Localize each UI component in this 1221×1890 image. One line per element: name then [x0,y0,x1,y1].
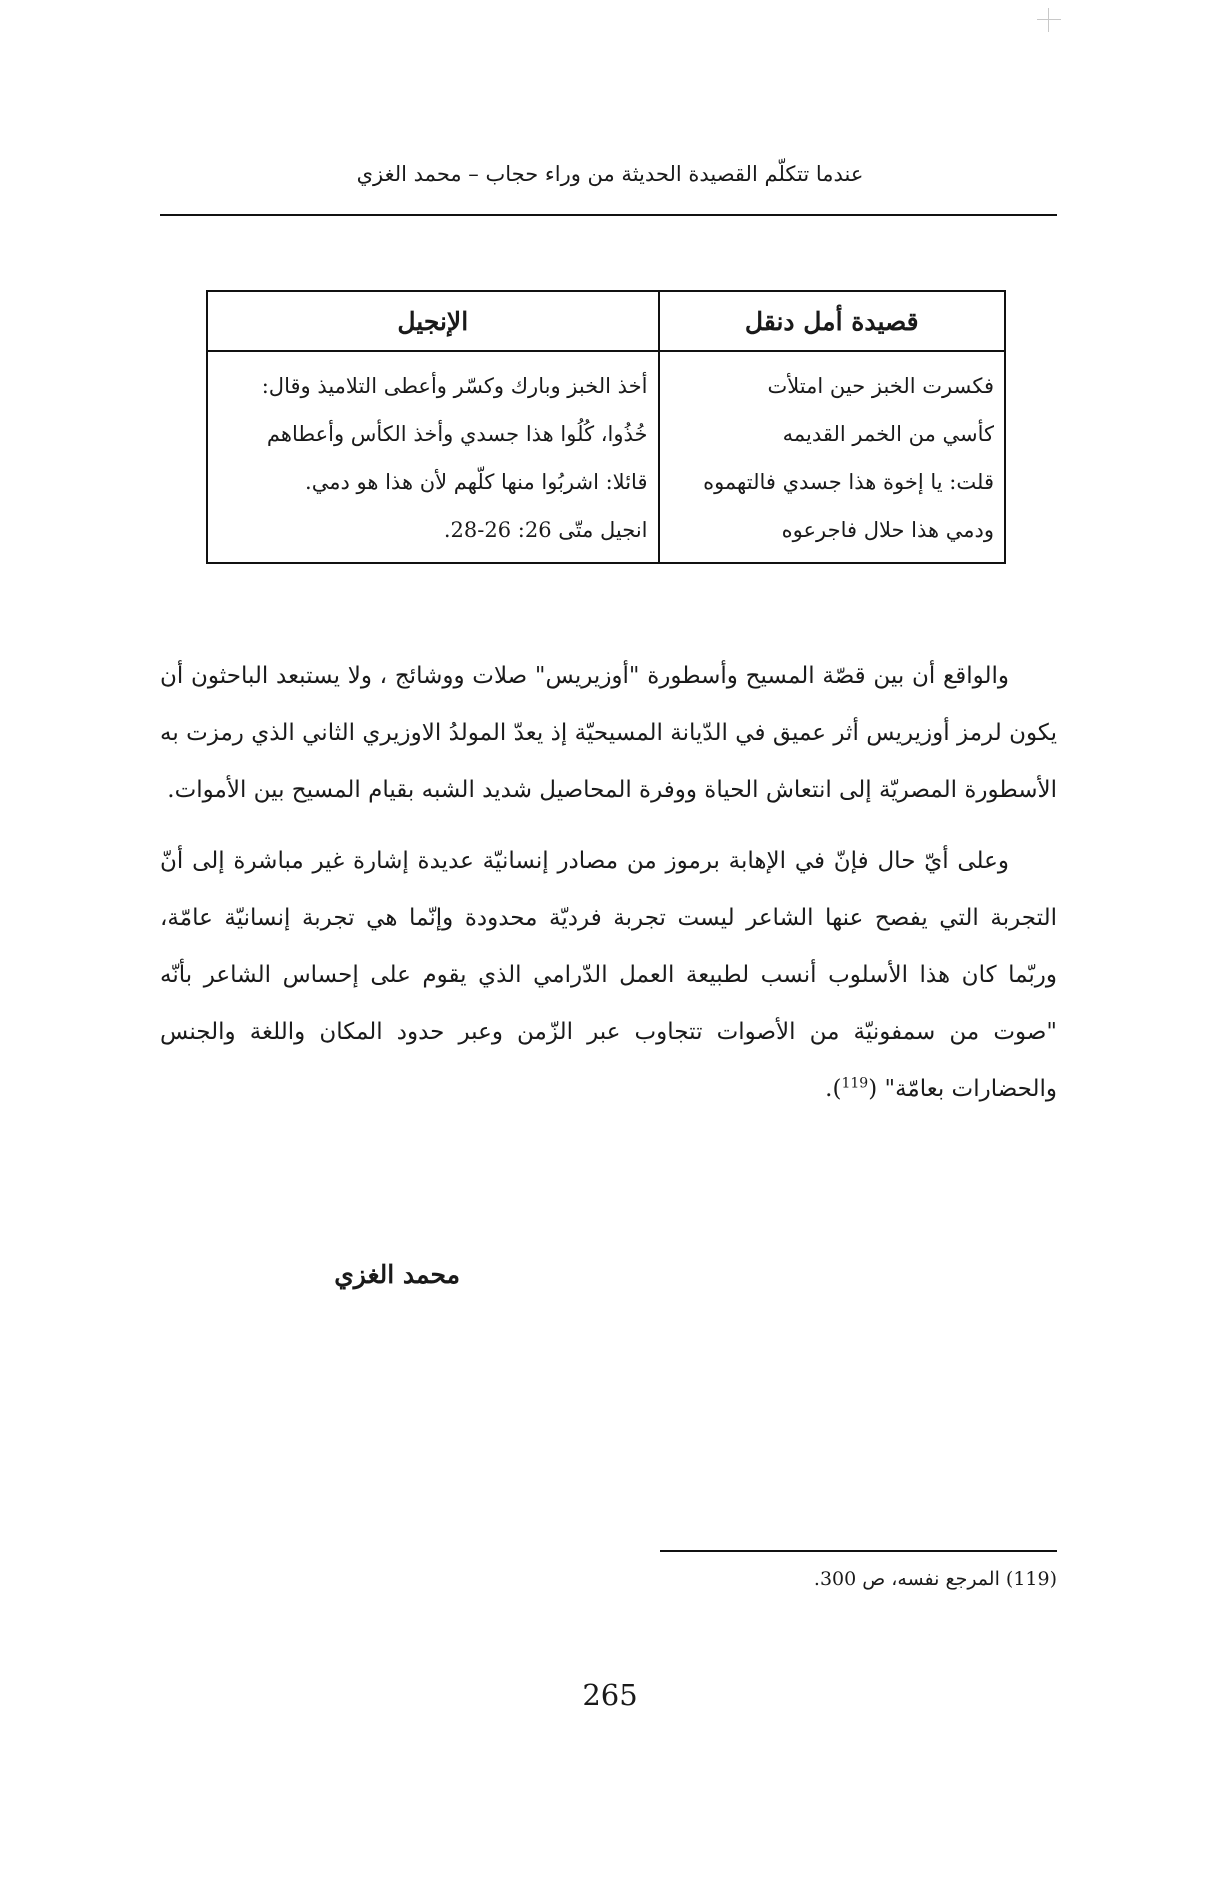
header-rule [160,214,1057,216]
running-head: عندما تتكلّم القصيدة الحديثة من وراء حجاب – محمد الغزي [356,162,864,186]
paragraph [160,833,1057,1118]
crop-mark [1037,8,1061,32]
gospel-line: أخذ الخبز وبارك وكسّر وأعطى التلاميذ وقال: [261,374,648,398]
body-text [160,648,1057,1132]
paragraph-text: ). [825,1076,842,1102]
poem-cell [659,351,1006,563]
poem-line: قلت: يا إخوة هذا جسدي فالتهموه [703,470,994,494]
poem-line: كأسي من الخمر القديمه [782,422,994,446]
poem-line: فكسرت الخبز حين امتلأت [767,374,994,398]
poem-line: ودمي هذا حلال فاجرعوه [781,518,994,542]
gospel-line: انجيل متّى 26: 26-28. [443,518,648,542]
paragraph-text: ( [868,1076,885,1102]
table-header-row [207,291,1005,351]
col-header-gospel: الإنجيل [207,291,659,351]
page-number: 265 [582,1678,638,1712]
paragraph-text: وعلى أيّ حال فإنّ في الإهابة برموز من مصادر إنسانيّة عديدة إشارة غير مباشرة إلى أنّ التجربة التي يفصح عنها الشاعر ليست تجربة فرديّة محدودة وإنّما هي تجربة إنسانيّة عامّة، وربّما كان هذا الأسلوب أنسب لطبيعة العمل الدّرامي الذي يقوم على إحساس الشاعر بأنّه "صوت من سمفونيّة من الأصوات تتجاوب عبر الزّمن وعبر حدود المكان واللغة والجنس والحضارات بعامّة" [160,848,1057,1102]
comparison-table [206,290,1006,564]
footnote-rule [660,1550,1057,1552]
table-row [207,351,1005,563]
author-signature: محمد الغزي [334,1260,460,1289]
gospel-line: قائلا: اشربُوا منها كلّهم لأن هذا هو دمي. [305,470,648,494]
footnote: (119) المرجع نفسه، ص 300. [813,1568,1057,1590]
col-header-poem: قصيدة أمل دنقل [659,291,1006,351]
gospel-cell [207,351,659,563]
footnote-reference[interactable]: 119 [841,1075,869,1092]
gospel-line: خُذُوا، كُلُوا هذا جسدي وأخذ الكأس وأعطاهم [266,422,648,446]
paragraph: والواقع أن بين قصّة المسيح وأسطورة "أوزيريس" صلات ووشائج ، ولا يستبعد الباحثون أن يكون لرمز أوزيريس أثر عميق في الدّيانة المسيحيّة إذ يعدّ المولدُ الاوزيري الثاني الذي رمزت به الأسطورة المصريّة إلى انتعاش الحياة ووفرة المحاصيل شديد الشبه بقيام المسيح بين الأموات. [160,663,1057,803]
